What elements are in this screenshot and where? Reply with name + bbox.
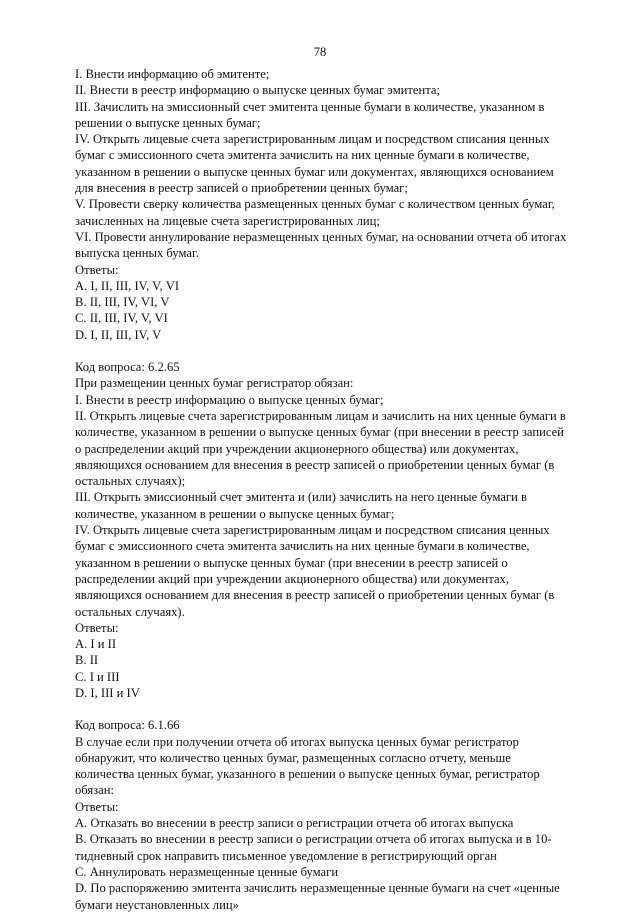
text-line: выпуска ценных бумаг. xyxy=(75,246,199,261)
page-number: 78 xyxy=(313,45,327,59)
text-line: В случае если при получении отчета об итогах выпуска ценных бумаг регистратор xyxy=(75,734,519,749)
text-line: C. II, III, IV, V, VI xyxy=(75,311,168,326)
text-line: D. I, III и IV xyxy=(75,685,140,700)
text-line: B. Отказать во внесении в реестр записи о регистрации отчета об итогах выпуска и в 10- xyxy=(75,832,552,847)
paragraph-gap xyxy=(75,701,580,717)
text-line: обязан: xyxy=(75,783,114,798)
text-line: B. II, III, IV, VI, V xyxy=(75,295,170,310)
text-line: количестве, указанном в решении о выпуске ценных бумаг; xyxy=(75,506,395,521)
text-line: I. Внести информацию об эмитенте; xyxy=(75,67,270,81)
text-line: Ответы: xyxy=(75,620,119,635)
page-body-text xyxy=(75,66,580,913)
text-line: IV. Открыть лицевые счета зарегистрированным лицам и посредством списания ценных xyxy=(75,132,550,147)
text-line: Ответы: xyxy=(75,799,119,814)
text-line: зачисленных на лицевые счета зарегистрированных лиц; xyxy=(75,213,380,228)
text-line: Код вопроса: 6.2.65 xyxy=(75,360,180,375)
text-line: решении о выпуске ценных бумаг; xyxy=(75,115,261,130)
text-line: указанном в решении о выпуске ценных бумаг (при внесении в реестр записей о xyxy=(75,555,508,570)
paragraph-gap xyxy=(75,343,580,359)
text-line: D. По распоряжению эмитента зачислить неразмещенные ценные бумаги на счет «ценные xyxy=(75,881,560,896)
text-line: V. Провести сверку количества размещенных ценных бумаг с количеством ценных бумаг, xyxy=(75,197,555,212)
text-line: D. I, II, III, IV, V xyxy=(75,327,162,342)
text-line: количества ценных бумаг, указанного в решении о выпуске ценных бумаг, регистратор xyxy=(75,767,540,782)
text-line: тидневный срок направить письменное уведомление в регистрирующий орган xyxy=(75,848,497,863)
text-line: III. Зачислить на эмиссионный счет эмитента ценные бумаги в количестве, указанном в xyxy=(75,99,545,114)
text-line: VI. Провести аннулирование неразмещенных ценных бумаг, на основании отчета об итогах xyxy=(75,229,567,244)
text-line: III. Открыть эмиссионный счет эмитента и (или) зачислить на него ценные бумаги в xyxy=(75,490,527,505)
text-line: для внесения в реестр записей о приобретении ценных бумаг; xyxy=(75,181,408,196)
text-line: обнаружит, что количество ценных бумаг, размещенных согласно отчету, меньше xyxy=(75,750,511,765)
text-line: B. II xyxy=(75,653,99,668)
text-line: бумаг с эмиссионного счета эмитента зачислить на них ценные бумаги в количестве, xyxy=(75,539,530,554)
text-line: Код вопроса: 6.1.66 xyxy=(75,718,180,733)
text-line: остальных случаях). xyxy=(75,604,185,619)
text-line: распределении акций при учреждении акционерного общества) или документах, xyxy=(75,571,509,586)
text-line: являющихся основанием для внесения в реестр записей о приобретении ценных бумаг (в xyxy=(75,588,555,603)
text-line: A. I и II xyxy=(75,637,117,652)
text-line: A. I, II, III, IV, V, VI xyxy=(75,278,180,293)
text-line: бумаги неустановленных лиц» xyxy=(75,897,239,912)
text-line: указанном в решении о выпуске ценных бумаг или документах, являющихся основанием xyxy=(75,164,554,179)
text-line: II. Открыть лицевые счета зарегистрированным лицам и зачислить на них ценные бумаги в xyxy=(75,408,566,423)
text-line: количестве, указанном в решении о выпуске ценных бумаг (при внесении в реестр записей xyxy=(75,425,564,440)
text-line: IV. Открыть лицевые счета зарегистрированным лицам и посредством списания ценных xyxy=(75,523,550,538)
text-line: о распределении акций при учреждении акционерного общества) или документах, xyxy=(75,441,519,456)
text-line: являющихся основанием для внесения в реестр записей о приобретении ценных бумаг (в xyxy=(75,457,555,472)
text-line: C. I и III xyxy=(75,669,120,684)
text-line: II. Внести в реестр информацию о выпуске ценных бумаг эмитента; xyxy=(75,83,441,98)
text-line: A. Отказать во внесении в реестр записи о регистрации отчета об итогах выпуска xyxy=(75,816,514,831)
text-line: бумаг с эмиссионного счета эмитента зачислить на них ценные бумаги в количестве, xyxy=(75,148,530,163)
text-line: I. Внести в реестр информацию о выпуске ценных бумаг; xyxy=(75,392,384,407)
text-line: C. Аннулировать неразмещенные ценные бумаги xyxy=(75,864,339,879)
text-line: При размещении ценных бумаг регистратор обязан: xyxy=(75,376,354,391)
text-line: Ответы: xyxy=(75,262,119,277)
text-line: остальных случаях); xyxy=(75,474,186,489)
